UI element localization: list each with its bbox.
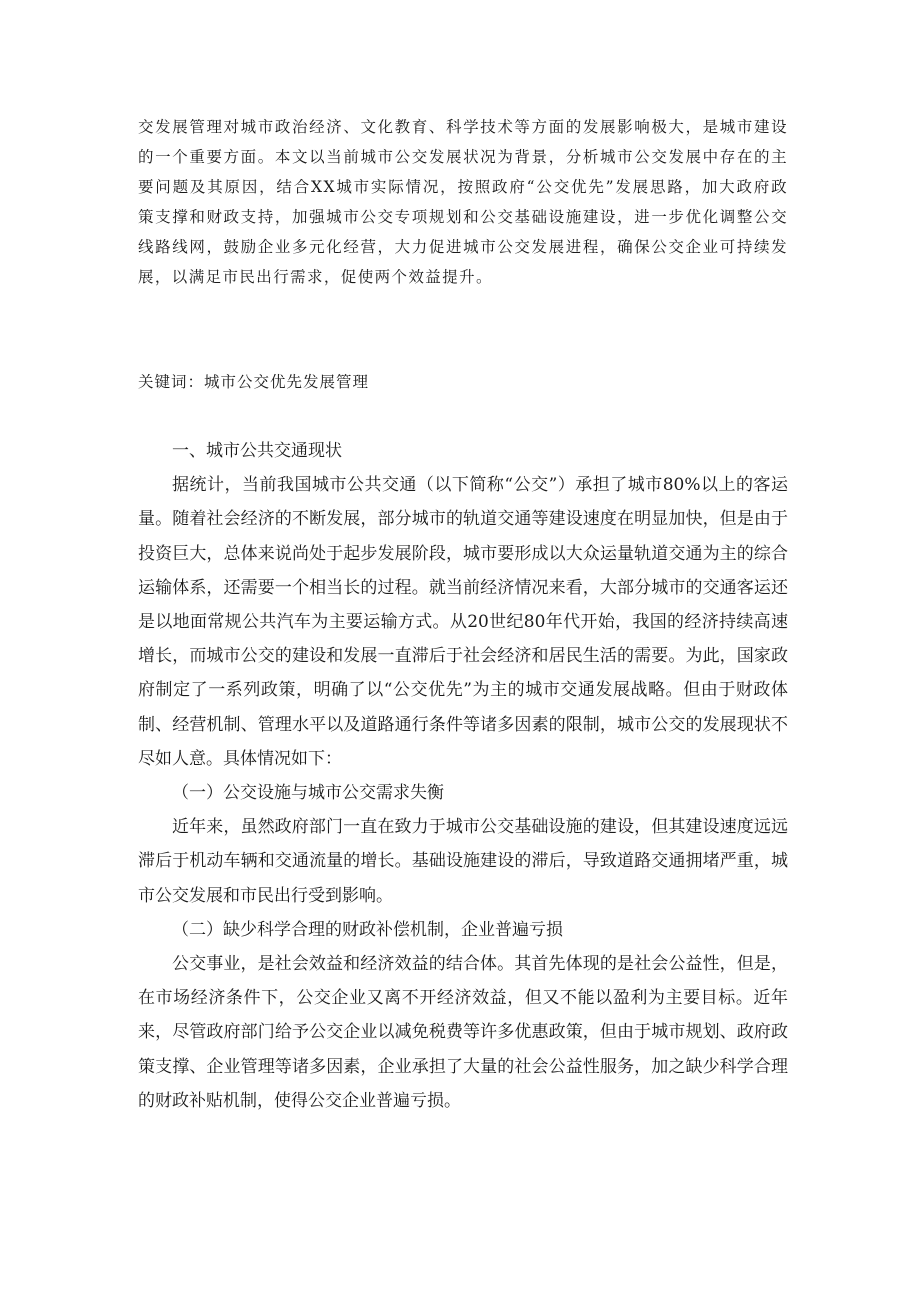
section-1-paragraph: 据统计，当前我国城市公共交通（以下简称“公交”）承担了城市80%以上的客运量。随着社会经济的不断发展，部分城市的轨道交通等建设速度在明显加快，但是由于投资巨大，总体来说尚处于起步发展阶段，城市要形成以大众运量轨道交通为主的综合运输体系，还需要一个相当长的过程。就当前经济情况来看，大部分城市的交通客运还是以地面常规公共汽车为主要运输方式。从20世纪80年代开始，我国的经济持续高速增长，而城市公交的建设和发展一直滞后于社会经济和居民生活的需要。为此，国家政府制定了一系列政策，明确了以“公交优先”为主的城市交通发展战略。但由于财政体制、经营机制、管理水平以及道路通行条件等诸多因素的限制，城市公交的发展现状不尽如人意。具体情况如下：	[138, 475, 788, 769]
section-heading-1: 一、城市公共交通现状	[172, 441, 342, 461]
subsection-heading-2: （二）缺少科学合理的财政补偿机制，企业普遍亏损	[172, 919, 563, 940]
subsection-2-paragraph: 公交事业，是社会效益和经济效益的结合体。其首先体现的是社会公益性，但是，在市场经济条件下，公交企业又离不开经济效益，但又不能以盈利为主要目标。近年来，尽管政府部门给予公交企业以减免税费等许多优惠政策，但由于城市规划、政府政策支撑、企业管理等诸多因素，企业承担了大量的社会公益性服务，加之缺少科学合理的财政补贴机制，使得公交企业普遍亏损。	[138, 954, 788, 1111]
main-body	[138, 434, 788, 1118]
abstract-paragraph: 交发展管理对城市政治经济、文化教育、科学技术等方面的发展影响极大，是城市建设的一个重要方面。本文以当前城市公交发展状况为背景，分析城市公交发展中存在的主要问题及其原因，结合XX城市实际情况，按照政府“公交优先”发展思路，加大政府政策支撑和财政支持，加强城市公交专项规划和公交基础设施建设，进一步优化调整公交线路线网，鼓励企业多元化经营，大力促进城市公交发展进程，确保公交企业可持续发展，以满足市民出行需求，促使两个效益提升。	[138, 118, 788, 286]
keywords-line: 关键词：城市公交优先发展管理	[138, 373, 370, 391]
subsection-1-paragraph: 近年来，虽然政府部门一直在致力于城市公交基础设施的建设，但其建设速度远远滞后于机动车辆和交通流量的增长。基础设施建设的滞后，导致道路交通拥堵严重，城市公交发展和市民出行受到影响。	[138, 817, 788, 906]
subsection-heading-1: （一）公交设施与城市公交需求失衡	[172, 783, 444, 804]
